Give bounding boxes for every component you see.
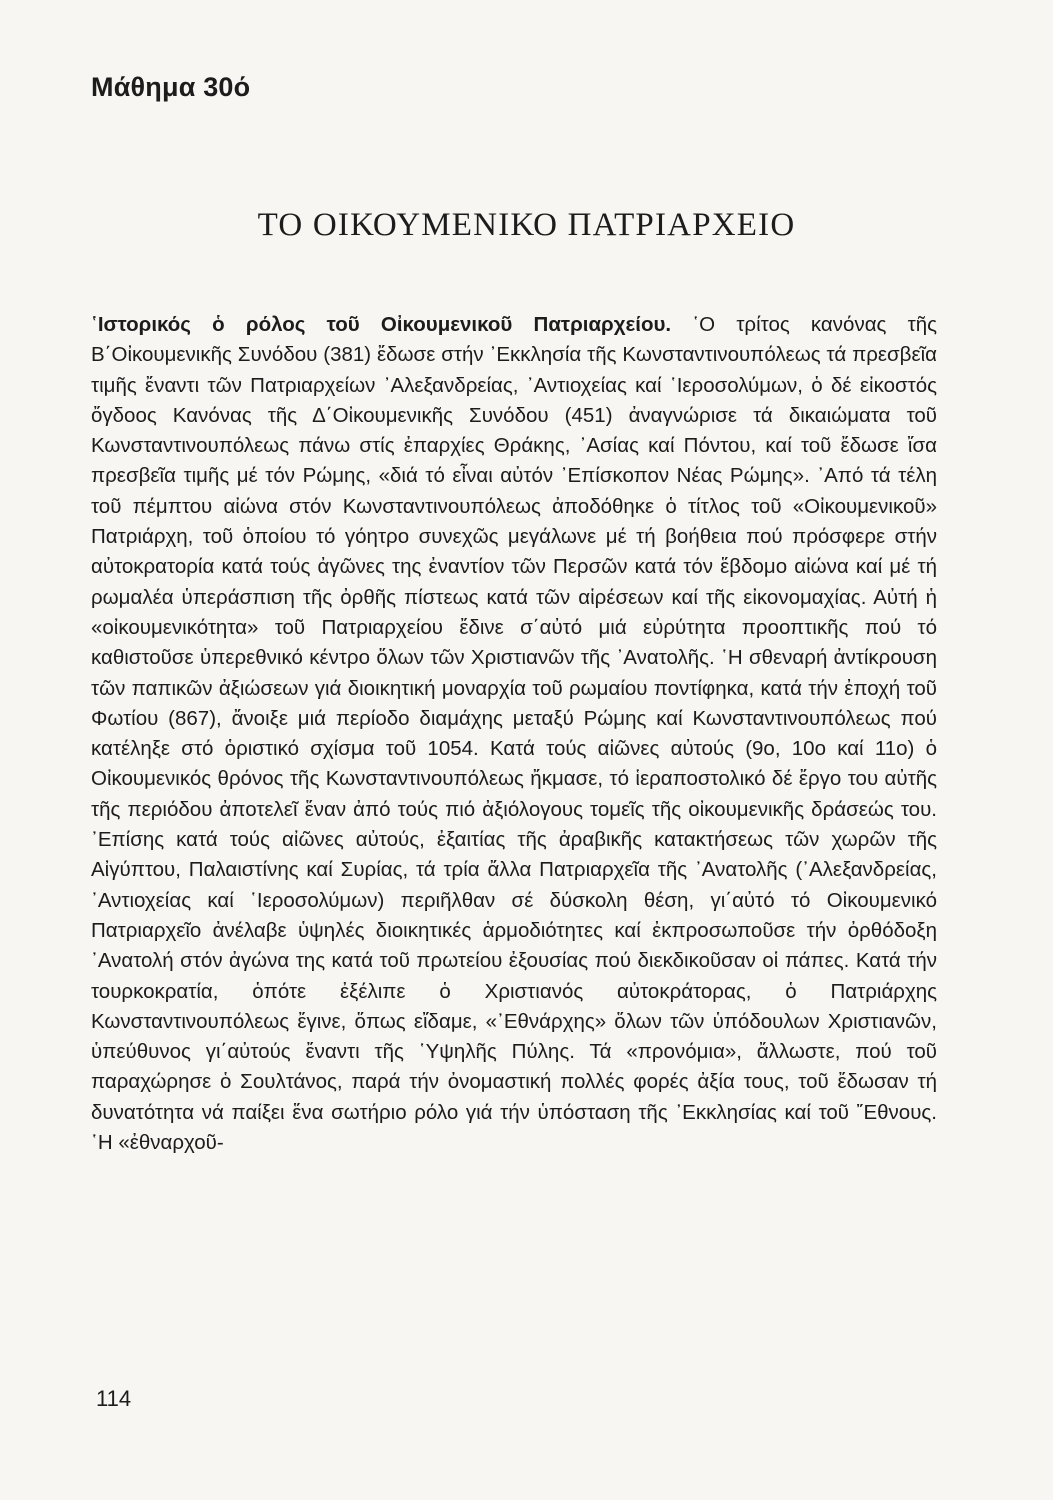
section-heading: ῾Ιστορικός ὁ ρόλος τοῦ Οἰκουμενικοῦ Πατριαρχείου. [91,313,672,336]
lesson-label: Μάθημα 30ό [91,72,251,102]
body-paragraph [91,310,937,1158]
page-number: 114 [96,1386,132,1411]
paragraph-text: ῾Ο τρίτος κανόνας τῆς Β΄Οἰκουμενικῆς Συνόδου (381) ἔδωσε στήν ᾿Εκκλησία τῆς Κωνσταντινουπόλεως τά πρεσβεῖα τιμῆς ἔναντι τῶν Πατριαρχείων ᾿Αλεξανδρείας, ᾿Αντιοχείας καί ῾Ιεροσολύμων, ὁ δέ εἰκοστός ὄγδοος Κανόνας τῆς Δ΄Οἰκουμενικῆς Συνόδου (451) ἀναγνώρισε τά δικαιώματα τοῦ Κωνσταντινουπόλεως πάνω στίς ἐπαρχίες Θράκης, ᾿Ασίας καί Πόντου, καί τοῦ ἔδωσε ἴσα πρεσβεῖα τιμῆς μέ τόν Ρώμης, «διά τό εἶναι αὐτόν ᾿Επίσκοπον Νέας Ρώμης». ᾿Από τά τέλη τοῦ πέμπτου αἰώνα στόν Κωνσταντινουπόλεως ἀποδόθηκε ὁ τίτλος τοῦ «Οἰκουμενικοῦ» Πατριάρχη, τοῦ ὁποίου τό γόητρο συνεχῶς μεγάλωνε μέ τή βοήθεια πού πρόσφερε στήν αὐτοκρατορία κατά τούς ἀγῶνες της ἐναντίον τῶν Περσῶν κατά τόν ἕβδομο αἰώνα καί μέ τή ρωμαλέα ὑπεράσπιση τῆς ὀρθῆς πίστεως κατά τῶν αἱρέσεων καί τῆς εἰκονομαχίας. Αὐτή ἡ «οἰκουμενικότητα» τοῦ Πατριαρχείου ἔδινε σ΄αὐτό μιά εὐρύτητα προοπτικῆς πού τό καθιστοῦσε ὑπερεθνικό κέντρο ὅλων τῶν Χριστιανῶν τῆς ᾿Ανατολῆς. ῾Η σθεναρή ἀντίκρουση τῶν παπικῶν ἀξιώσεων γιά διοικητική μοναρχία τοῦ ρωμαίου ποντίφηκα, κατά τήν ἐποχή τοῦ Φωτίου (867), ἄνοιξε μιά περίοδο διαμάχης μεταξύ Ρώμης καί Κωνσταντινουπόλεως πού κατέληξε στό ὁριστικό σχίσμα τοῦ 1054. Κατά τούς αἰῶνες αὐτούς (9ο, 10ο καί 11ο) ὁ Οἰκουμενικός θρόνος τῆς Κωνσταντινουπόλεως ἤκμασε, τό ἱεραποστολικό δέ ἔργο του αὐτῆς τῆς περιόδου ἀποτελεῖ ἕναν ἀπό τούς πιό ἀξιόλογους τομεῖς τῆς οἰκουμενικῆς δράσεώς του. ᾿Επίσης κατά τούς αἰῶνες αὐτούς, ἐξαιτίας τῆς ἀραβικῆς κατακτήσεως τῶν χωρῶν τῆς Αἰγύπτου, Παλαιστίνης καί Συρίας, τά τρία ἄλλα Πατριαρχεῖα τῆς ᾿Ανατολῆς (᾿Αλεξανδρείας, ᾿Αντιοχείας καί ῾Ιεροσολύμων) περιῆλθαν σέ δύσκολη θέση, γι΄αὐτό τό Οἰκουμενικό Πατριαρχεῖο ἀνέλαβε ὑψηλές διοικητικές ἁρμοδιότητες καί ἐκπροσωποῦσε τήν ὀρθόδοξη ᾿Ανατολή στόν ἀγώνα της κατά τοῦ πρωτείου ἐξουσίας πού διεκδικοῦσαν οἱ πάπες. Κατά τήν τουρκοκρατία, ὁπότε ἐξέλιπε ὁ Χριστιανός αὐτοκράτορας, ὁ Πατριάρχης Κωνσταντινουπόλεως ἔγινε, ὅπως εἴδαμε, «᾿Εθνάρχης» ὅλων τῶν ὑπόδουλων Χριστιανῶν, ὑπεύθυνος γι΄αὐτούς ἔναντι τῆς ῾Υψηλῆς Πύλης. Τά «προνόμια», ἄλλωστε, πού τοῦ παραχώρησε ὁ Σουλτάνος, παρά τήν ὀνομαστική πολλές φορές ἀξία τους, τοῦ ἔδωσαν τή δυνατότητα νά παίξει ἕνα σωτήριο ρόλο γιά τήν ὑπόσταση τῆς ᾿Εκκλησίας καί τοῦ ῎Εθνους. ῾Η «ἐθναρχοῦ- [91,313,938,1155]
chapter-title: ΤΟ ΟΙΚΟΥΜΕΝΙΚΟ ΠΑΤΡΙΑΡΧΕΙΟ [257,207,796,243]
